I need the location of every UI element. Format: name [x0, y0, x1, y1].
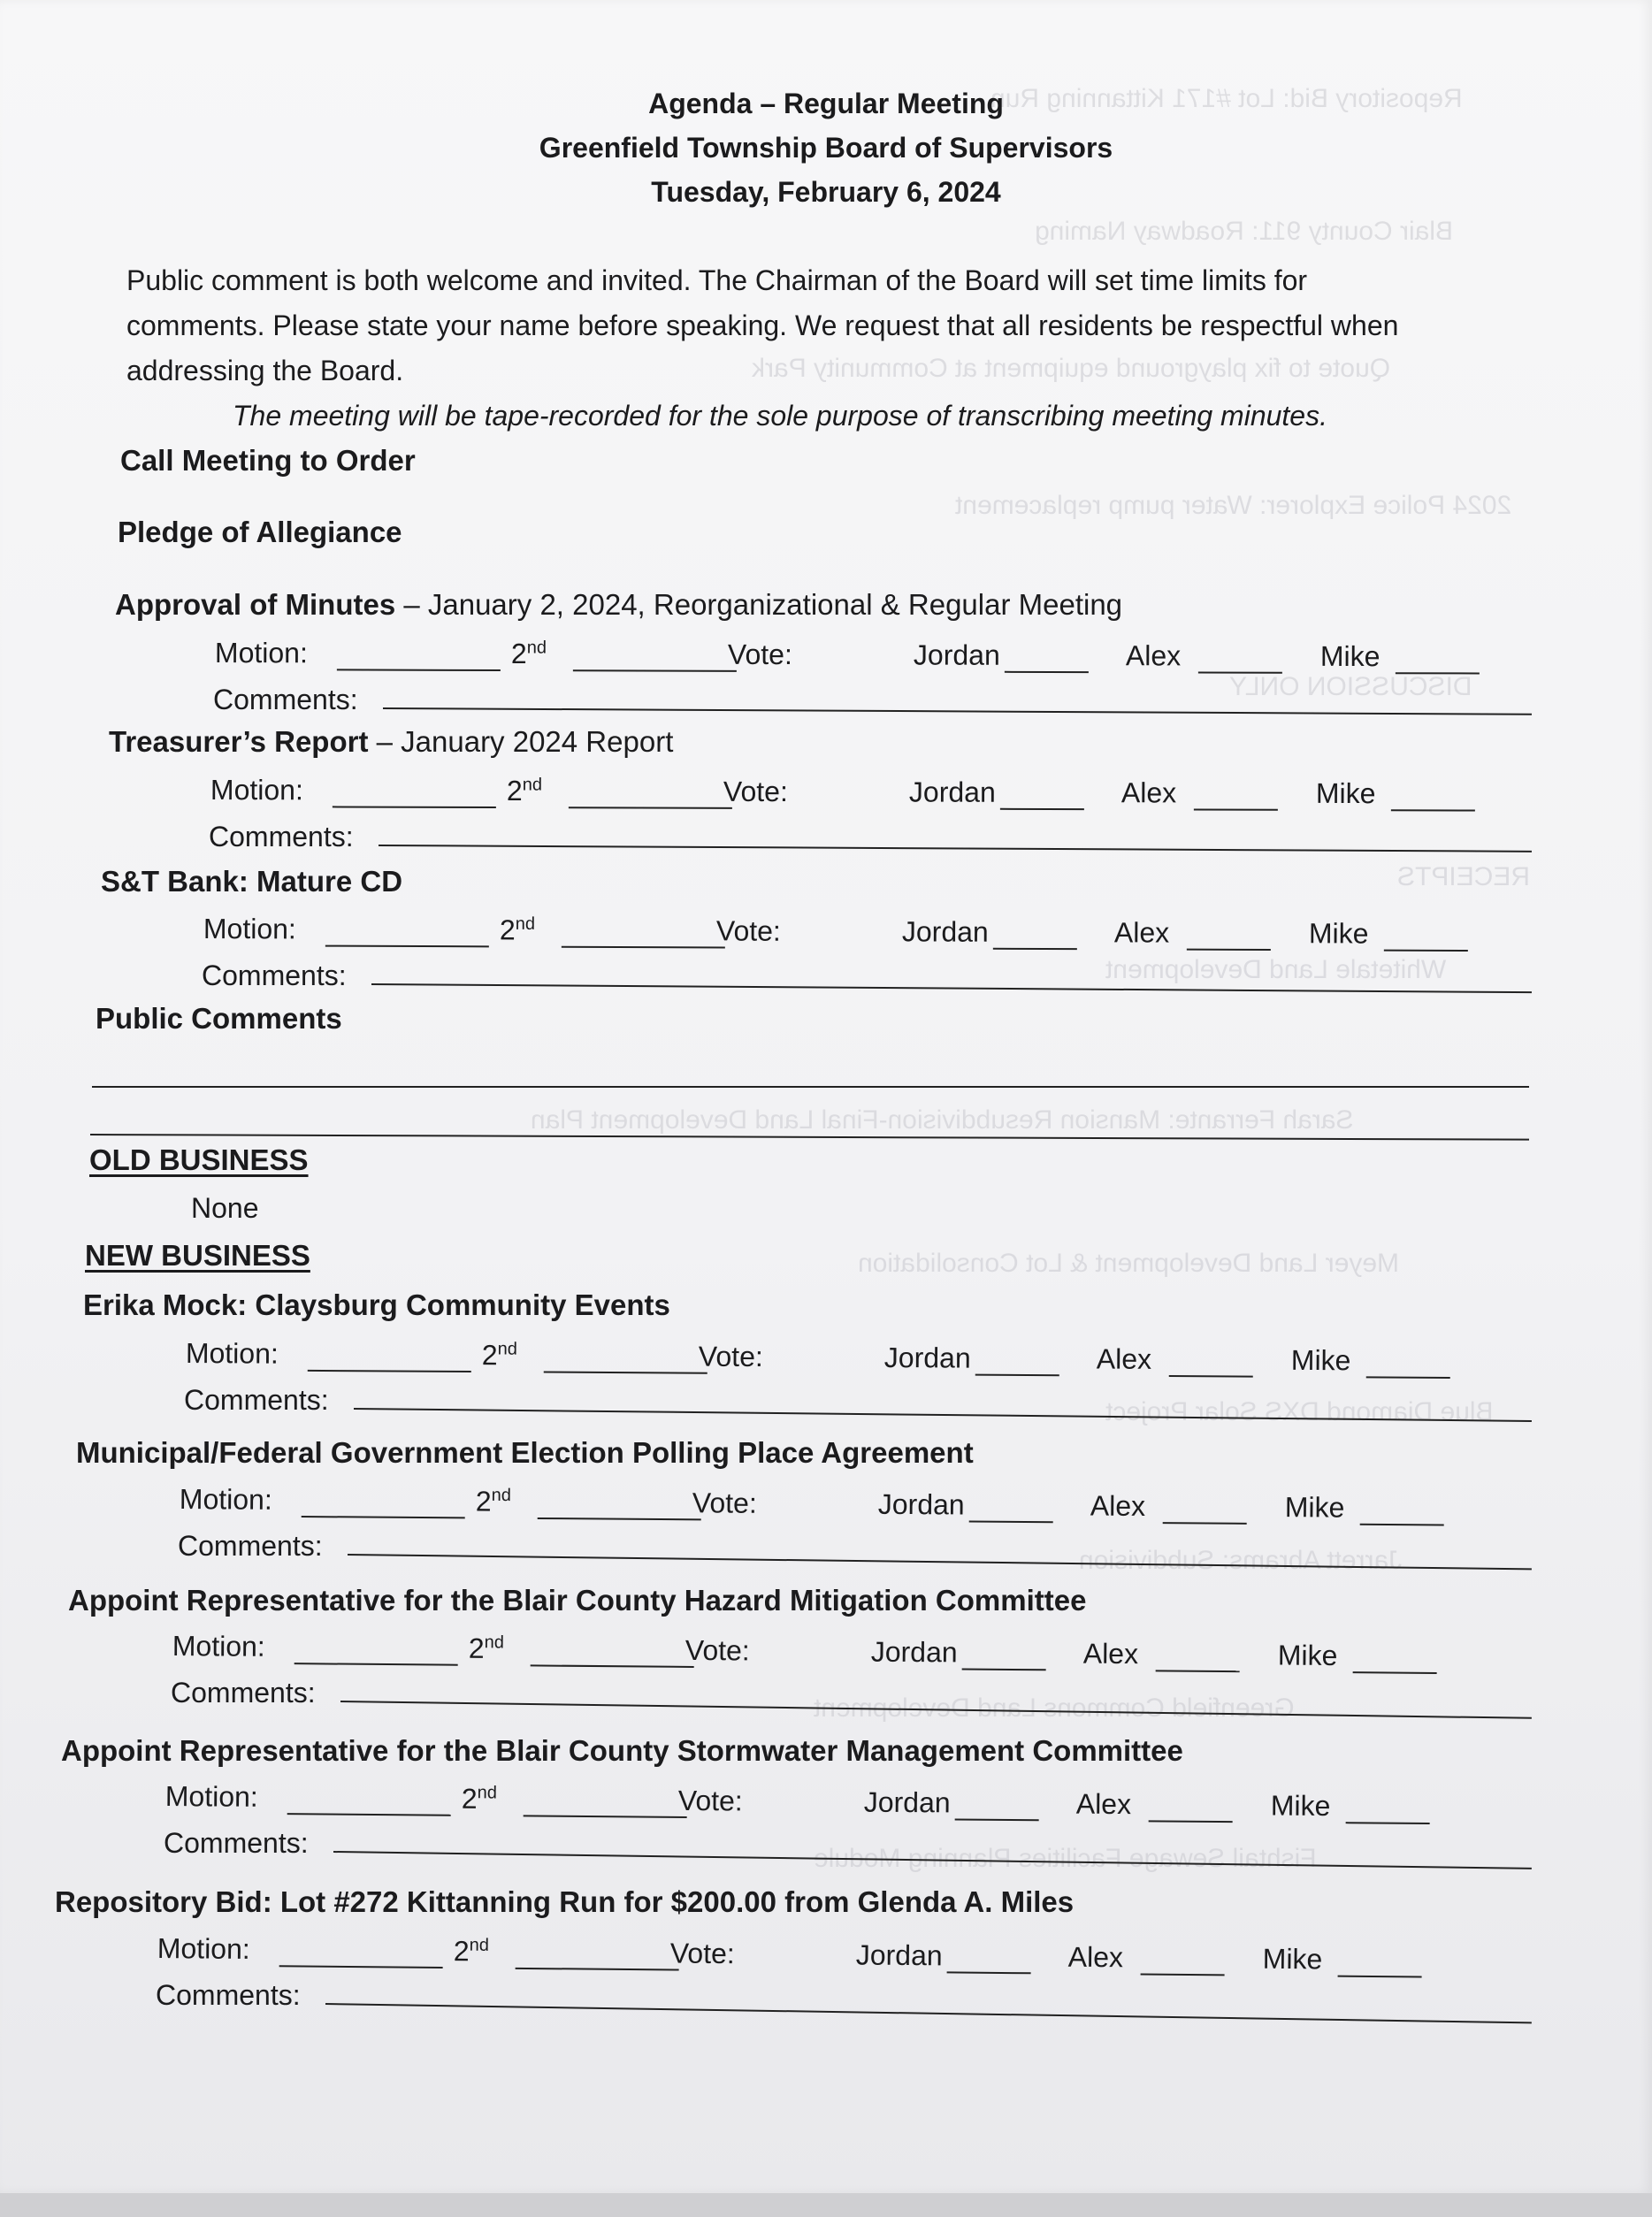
mike-blank[interactable]: [1360, 1524, 1444, 1526]
vote-label: Vote:: [692, 1487, 757, 1519]
jordan-label: Jordan: [877, 1487, 965, 1521]
motion-label: Motion:: [179, 1483, 272, 1516]
old-business-heading: OLD BUSINESS: [89, 1143, 309, 1176]
agenda-item-title: Repository Bid: Lot #272 Kittanning Run for $200.00 from Glenda A. Miles: [55, 1885, 1075, 1918]
vote-label: Vote:: [727, 638, 792, 671]
pledge-heading: Pledge of Allegiance: [118, 516, 402, 548]
motion-label: Motion:: [172, 1630, 265, 1663]
second-number: 2: [461, 1782, 478, 1815]
second-label: [469, 1632, 504, 1665]
jordan-label: Jordan: [855, 1938, 943, 1972]
second-suffix: nd: [515, 914, 536, 934]
second-suffix: nd: [497, 1339, 518, 1359]
agenda-item-title: Municipal/Federal Government Election Polling Place Agreement: [76, 1436, 974, 1469]
public-comments-heading: Public Comments: [96, 1002, 342, 1035]
mike-label: Mike: [1315, 776, 1376, 810]
agenda-item-heading: [109, 725, 673, 759]
mike-blank[interactable]: [1384, 950, 1468, 952]
comments-label: Comments:: [178, 1530, 323, 1562]
jordan-blank[interactable]: [975, 1374, 1059, 1377]
second-label: [507, 775, 542, 807]
second-number: 2: [453, 1935, 470, 1968]
second-number: 2: [475, 1485, 492, 1517]
mike-blank[interactable]: [1346, 1822, 1430, 1824]
second-blank[interactable]: [531, 1664, 694, 1668]
second-blank[interactable]: [524, 1815, 687, 1818]
mike-label: Mike: [1308, 917, 1369, 950]
second-blank[interactable]: [544, 1372, 707, 1374]
second-number: 2: [481, 1339, 498, 1372]
mike-blank[interactable]: [1366, 1376, 1450, 1379]
jordan-blank[interactable]: [955, 1818, 1039, 1821]
alex-blank[interactable]: [1198, 671, 1282, 673]
motion-blank[interactable]: [333, 806, 496, 808]
second-label: [482, 1339, 517, 1372]
call-to-order-heading: Call Meeting to Order: [120, 444, 416, 477]
jordan-blank[interactable]: [1005, 671, 1089, 673]
second-suffix: nd: [484, 1632, 505, 1653]
motion-blank[interactable]: [294, 1663, 458, 1666]
comments-line[interactable]: [383, 707, 1532, 715]
jordan-blank[interactable]: [993, 948, 1077, 950]
vote-label: Vote:: [685, 1633, 750, 1667]
recording-notice: The meeting will be tape-recorded for the sole purpose of transcribing meeting minutes.: [233, 400, 1327, 432]
agenda-header: [0, 81, 1652, 214]
bleed-through-text: 2024 Police Explorer: Water pump replacement: [955, 491, 1512, 520]
second-blank[interactable]: [516, 1968, 679, 1971]
comments-label: Comments:: [209, 821, 354, 852]
second-suffix: nd: [526, 638, 547, 658]
agenda-item-heading: [101, 865, 402, 898]
agenda-item-detail: – January 2024 Report: [368, 725, 674, 758]
notice-line: comments. Please state your name before speaking. We request that all residents be respectful when: [126, 310, 1399, 341]
jordan-blank[interactable]: [962, 1668, 1046, 1670]
jordan-label: Jordan: [901, 915, 989, 948]
board-name: Greenfield Township Board of Supervisors: [539, 132, 1113, 164]
vote-label: Vote:: [698, 1340, 763, 1373]
jordan-blank[interactable]: [969, 1521, 1053, 1524]
alex-label: Alex: [1096, 1342, 1152, 1375]
motion-blank[interactable]: [325, 945, 489, 948]
notice-line: addressing the Board.: [126, 355, 404, 386]
agenda-item-title: Erika Mock: Claysburg Community Events: [83, 1288, 670, 1321]
agenda-item-detail: – January 2, 2024, Reorganizational & Regular Meeting: [395, 588, 1123, 621]
second-label: [511, 638, 547, 670]
bleed-through-text: Sarah Ferrante: Mansion Resubdivision-Final Land Development Plan: [531, 1105, 1354, 1135]
comments-label: Comments:: [213, 684, 358, 715]
motion-label: Motion:: [157, 1932, 250, 1965]
second-label: [476, 1485, 511, 1517]
agenda-item-title: Appoint Representative for the Blair County Stormwater Management Committee: [61, 1734, 1183, 1767]
mike-label: Mike: [1319, 639, 1380, 673]
motion-label: Motion:: [185, 1337, 279, 1370]
vote-label: Vote:: [715, 914, 781, 947]
second-blank[interactable]: [573, 669, 737, 672]
motion-blank[interactable]: [287, 1813, 451, 1816]
agenda-item-title: Appoint Representative for the Blair County Hazard Mitigation Committee: [68, 1584, 1087, 1617]
motion-label: Motion:: [164, 1780, 258, 1813]
vote-row: [210, 774, 1590, 814]
bleed-through-text: Blair County 911: Roadway Naming: [1035, 217, 1454, 246]
comments-label: Comments:: [171, 1677, 316, 1709]
bleed-through-text: Greenfield Commons Land Development: [814, 1693, 1295, 1723]
second-label: [462, 1783, 497, 1816]
second-label: [454, 1935, 489, 1968]
alex-blank[interactable]: [1156, 1670, 1240, 1672]
motion-blank[interactable]: [279, 1965, 443, 1969]
alex-label: Alex: [1125, 639, 1182, 672]
second-blank[interactable]: [538, 1517, 701, 1520]
mike-label: Mike: [1262, 1942, 1323, 1976]
bleed-through-text: RECEIPTS: [1397, 862, 1531, 891]
second-number: 2: [499, 914, 516, 946]
notice-line: Public comment is both welcome and invited. The Chairman of the Board will set time limits for: [126, 264, 1308, 296]
mike-label: Mike: [1277, 1639, 1338, 1672]
public-comment-notice: [126, 258, 1541, 439]
second-number: 2: [506, 775, 523, 807]
second-suffix: nd: [469, 1935, 490, 1955]
second-suffix: nd: [477, 1783, 498, 1803]
comments-line[interactable]: [379, 845, 1532, 852]
bleed-through-text: Fishtail Sewage Facilities Planning Module: [814, 1844, 1317, 1873]
second-suffix: nd: [491, 1485, 512, 1506]
motion-label: Motion:: [210, 774, 303, 807]
vote-row: [172, 1630, 1552, 1677]
alex-blank[interactable]: [1163, 1522, 1247, 1525]
jordan-label: Jordan: [883, 1341, 971, 1374]
comments-line[interactable]: [325, 2003, 1532, 2023]
comments-label: Comments:: [184, 1384, 329, 1416]
alex-blank[interactable]: [1194, 808, 1278, 810]
alex-blank[interactable]: [1169, 1375, 1253, 1378]
vote-row: [186, 1337, 1565, 1381]
mike-blank[interactable]: [1353, 1671, 1437, 1674]
agenda-title: Agenda – Regular Meeting: [648, 88, 1004, 119]
mike-blank[interactable]: [1338, 1976, 1422, 1978]
mike-blank[interactable]: [1391, 809, 1475, 811]
agenda-item-title: S&T Bank: Mature CD: [101, 865, 403, 898]
comments-label: Comments:: [164, 1827, 309, 1859]
jordan-label: Jordan: [908, 776, 996, 808]
motion-blank[interactable]: [337, 669, 501, 671]
bleed-through-text: Repository Bid: Lot #171 Kittanning Run: [990, 84, 1463, 113]
agenda-item-heading: [83, 1288, 670, 1322]
alex-blank[interactable]: [1149, 1820, 1233, 1823]
mike-label: Mike: [1284, 1491, 1345, 1524]
second-blank[interactable]: [562, 946, 725, 949]
jordan-label: Jordan: [863, 1785, 951, 1819]
motion-blank[interactable]: [302, 1516, 465, 1518]
public-comment-line[interactable]: [92, 1086, 1529, 1088]
jordan-blank[interactable]: [1000, 808, 1084, 810]
second-number: 2: [510, 638, 527, 670]
meeting-date: Tuesday, February 6, 2024: [651, 176, 1001, 208]
vote-row: [165, 1780, 1545, 1827]
bleed-through-text: Meyer Land Development & Lot Consolidation: [858, 1249, 1400, 1278]
second-number: 2: [468, 1632, 485, 1664]
mike-label: Mike: [1270, 1789, 1331, 1823]
comments-label: Comments:: [156, 1979, 301, 2011]
motion-blank[interactable]: [308, 1370, 471, 1372]
jordan-label: Jordan: [870, 1635, 958, 1669]
second-suffix: nd: [522, 775, 543, 795]
motion-label: Motion:: [214, 637, 308, 669]
alex-label: Alex: [1113, 916, 1170, 949]
vote-row: [203, 913, 1583, 954]
alex-blank[interactable]: [1141, 1973, 1225, 1976]
agenda-item-heading: [68, 1584, 1086, 1617]
agenda-item-heading: [61, 1734, 1183, 1768]
agenda-item-heading: [55, 1885, 1074, 1919]
second-label: [500, 914, 535, 946]
new-business-heading: NEW BUSINESS: [85, 1239, 310, 1272]
motion-label: Motion:: [203, 913, 296, 945]
vote-label: Vote:: [723, 775, 788, 808]
old-business-none: None: [191, 1192, 259, 1224]
vote-row: [157, 1932, 1537, 1981]
vote-label: Vote:: [677, 1784, 743, 1817]
jordan-label: Jordan: [913, 638, 1000, 671]
agenda-item-title: Approval of Minutes: [115, 588, 396, 621]
agenda-item-title: Treasurer’s Report: [109, 725, 369, 758]
alex-label: Alex: [1120, 776, 1177, 809]
second-blank[interactable]: [569, 807, 732, 809]
bleed-through-text: Whitetale Land Development: [1105, 955, 1447, 984]
agenda-item-heading: [115, 588, 1122, 622]
jordan-blank[interactable]: [947, 1971, 1031, 1974]
bleed-through-text: DISCUSSION ONLY: [1229, 672, 1472, 701]
bleed-through-text: Blue Diamond DXS Solar Project: [1105, 1397, 1494, 1426]
vote-label: Vote:: [669, 1937, 735, 1970]
agenda-item-heading: [76, 1436, 974, 1470]
vote-row: [180, 1483, 1559, 1528]
alex-label: Alex: [1090, 1489, 1146, 1523]
mike-label: Mike: [1290, 1343, 1351, 1377]
alex-label: Alex: [1067, 1940, 1124, 1974]
comments-label: Comments:: [202, 959, 347, 991]
alex-label: Alex: [1082, 1637, 1139, 1670]
mike-blank[interactable]: [1396, 672, 1480, 674]
bleed-through-text: Quote to fix playground equipment at Community Park: [752, 354, 1391, 383]
alex-label: Alex: [1075, 1787, 1132, 1821]
bleed-through-text: Jarrett Abrams: Subdivision: [1079, 1546, 1403, 1575]
alex-blank[interactable]: [1187, 949, 1271, 951]
vote-row: [215, 637, 1595, 677]
